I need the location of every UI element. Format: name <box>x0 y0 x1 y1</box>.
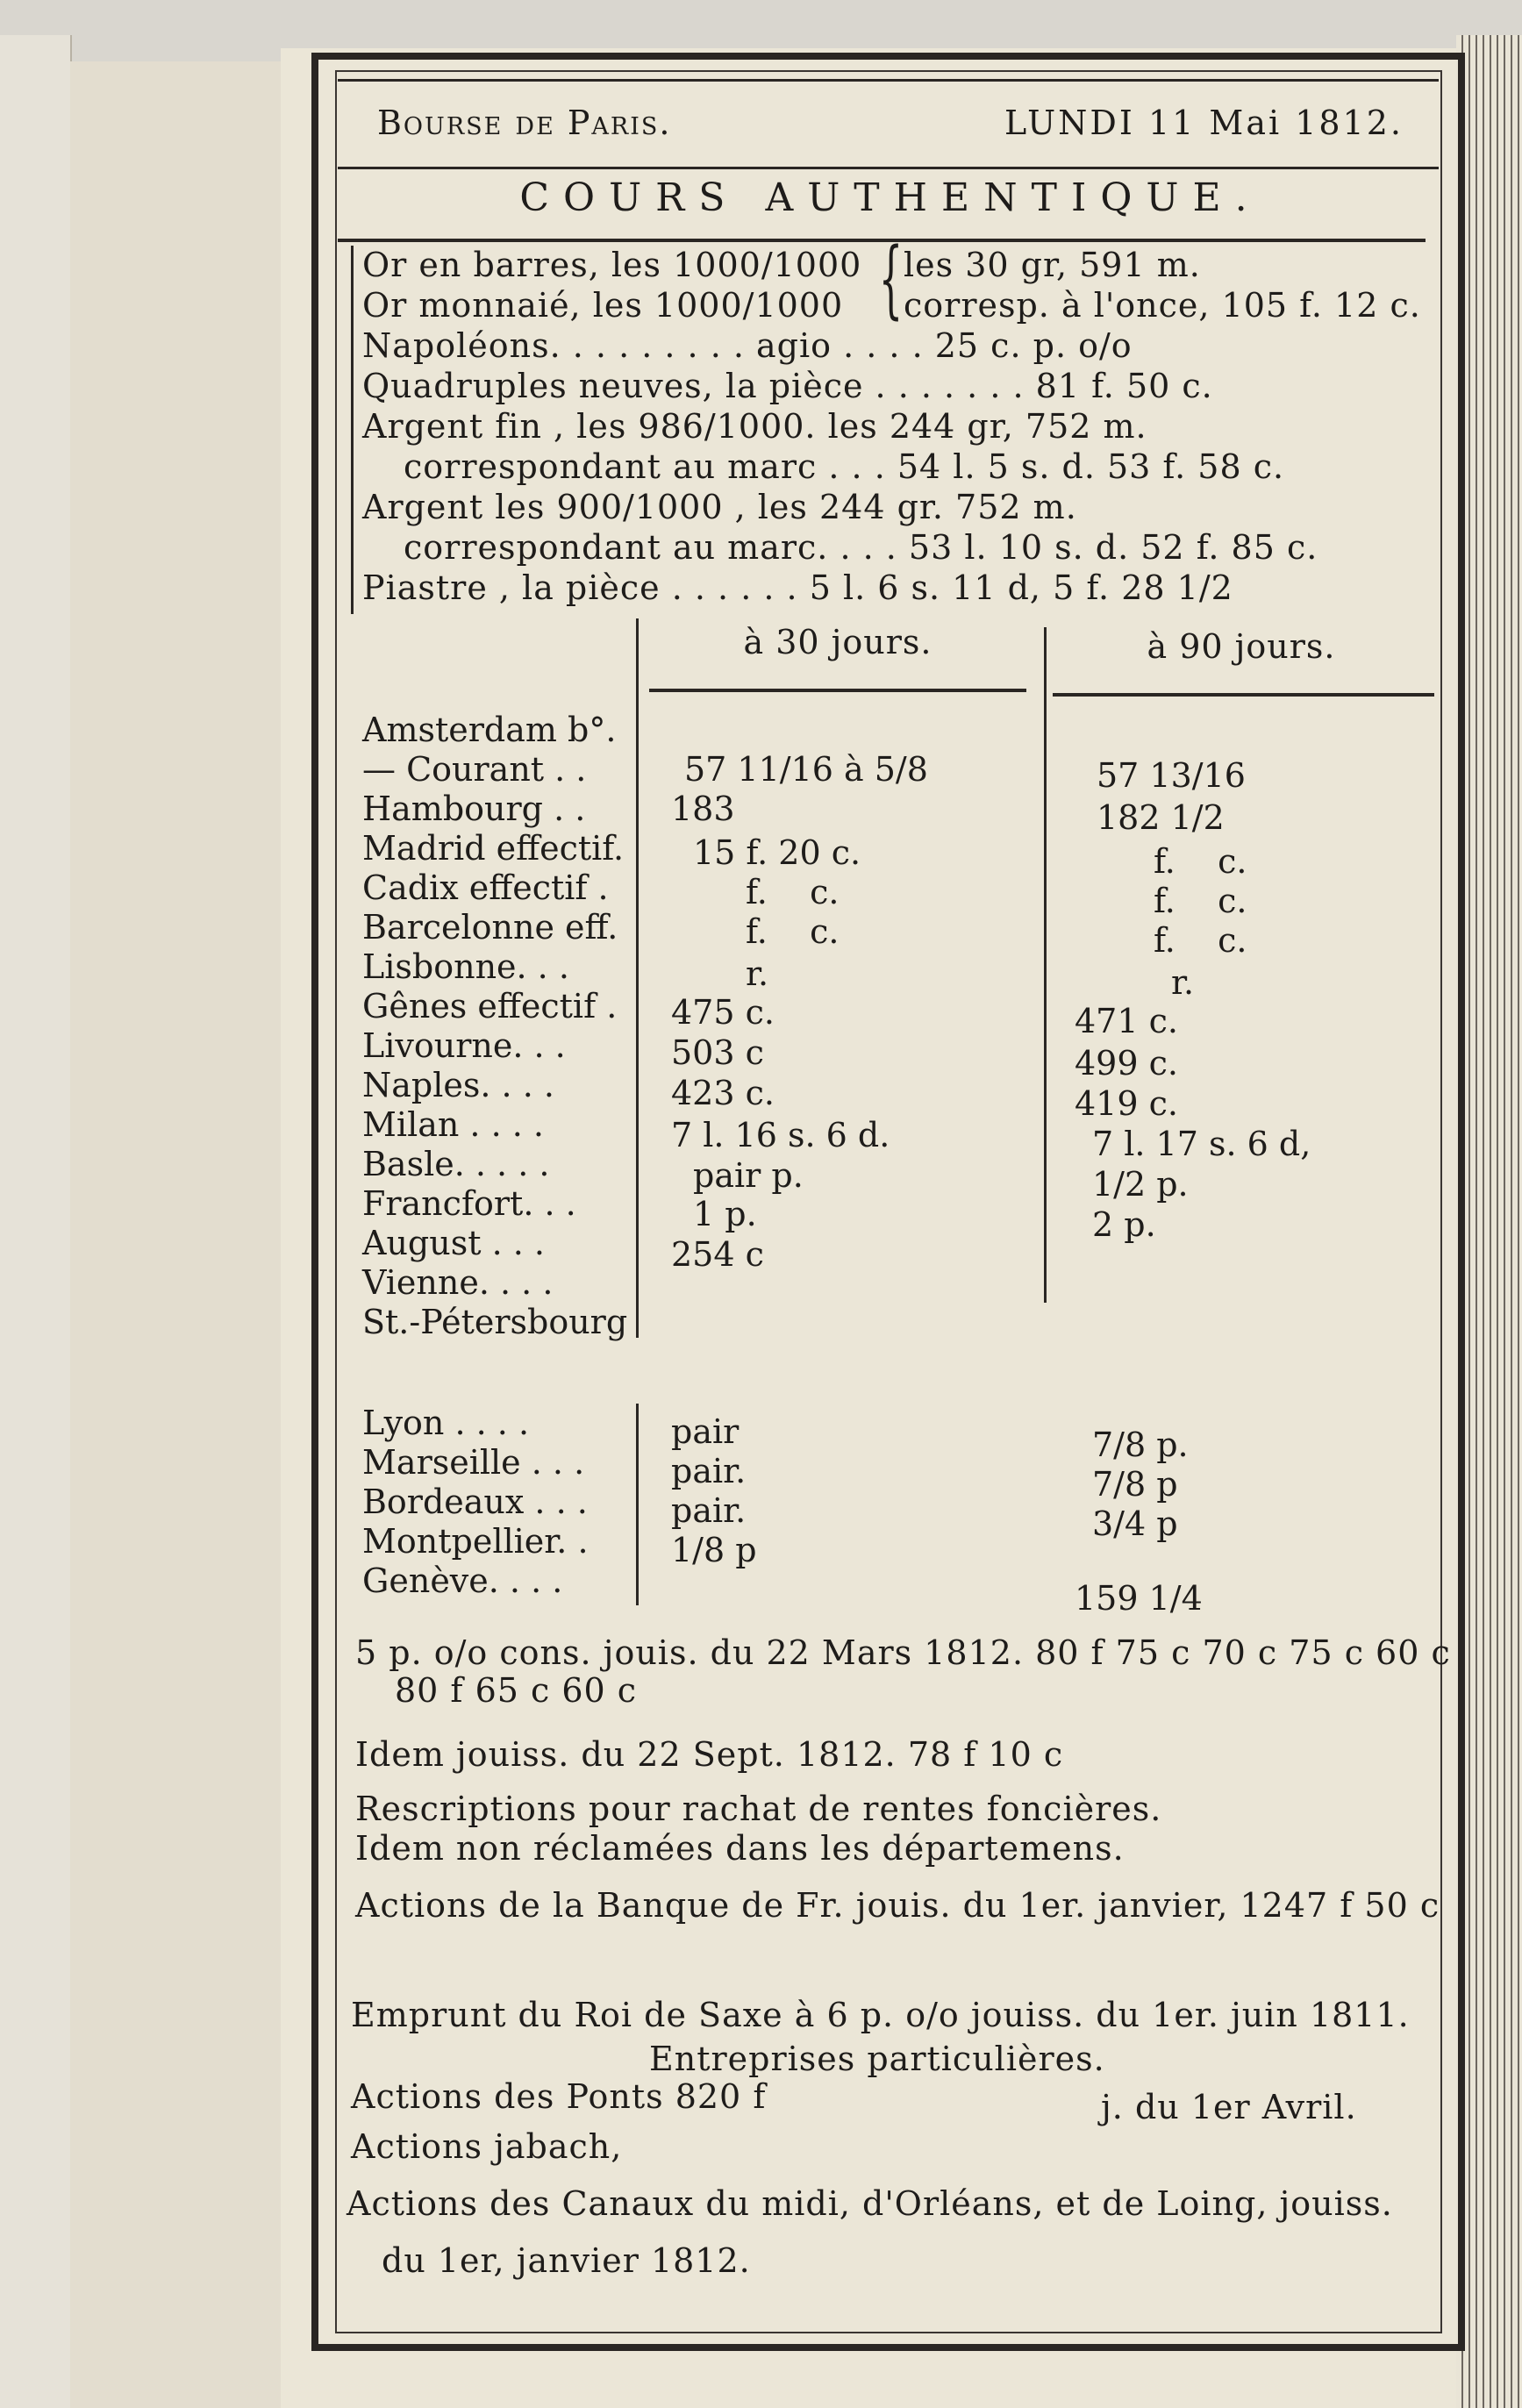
header-date: LUNDI 11 Mai 1812. <box>1004 104 1404 142</box>
exchange-30: 57 11/16 à 5/8 <box>684 750 928 789</box>
domestic-30: pair. <box>671 1452 747 1490</box>
exchange-30: f. c. <box>746 873 840 911</box>
exchange-city: Francfort. . . <box>362 1184 576 1223</box>
exchange-city: Lisbonne. . . <box>362 947 569 986</box>
domestic-30: pair. <box>671 1491 747 1530</box>
exchange-90: 499 c. <box>1075 1044 1178 1083</box>
exchange-90: 57 13/16 <box>1097 756 1246 795</box>
rentes-line-4: Rescriptions pour rachat de rentes foncières. <box>355 1790 1162 1828</box>
exchange-30: r. <box>746 954 769 993</box>
exchange-30: 503 c <box>671 1033 764 1072</box>
rentes-line-12: du 1er, janvier 1812. <box>382 2241 751 2280</box>
exchange-city: Livourne. . . <box>362 1026 566 1065</box>
exchange-30: 423 c. <box>671 1074 775 1112</box>
exchange-90: f. c. <box>1154 921 1247 960</box>
exchange-30: pair p. <box>693 1156 804 1195</box>
rentes-line-1: 5 p. o/o cons. jouis. du 22 Mars 1812. 80 f 75 c 70 c 75 c 60 c <box>355 1633 1451 1672</box>
domestic-30: 1/8 p <box>671 1531 757 1569</box>
domestic-city: Bordeaux . . . <box>362 1483 588 1521</box>
exchange-30: f. c. <box>746 912 840 951</box>
exchange-city: August . . . <box>362 1224 545 1262</box>
domestic-city: Marseille . . . <box>362 1443 585 1482</box>
metals-line-8: correspondant au marc. . . . 53 l. 10 s. d. 52 f. 85 c. <box>404 528 1318 567</box>
header-rule <box>338 167 1439 169</box>
exchange-30: 1 p. <box>693 1195 757 1233</box>
domestic-divider <box>636 1404 639 1605</box>
metals-line-5: Argent fin , les 986/1000. les 244 gr, 752 m. <box>362 407 1147 446</box>
exchange-90: 7 l. 17 s. 6 d, <box>1092 1125 1311 1163</box>
rentes-line-2: 80 f 65 c 60 c <box>395 1671 638 1710</box>
exchange-city: St.-Pétersbourg <box>362 1303 628 1341</box>
metals-line-1-right: les 30 gr, 591 m. <box>904 246 1201 284</box>
exchange-city: — Courant . . <box>362 750 587 789</box>
metals-left-rule <box>351 246 354 614</box>
col-header-90: à 90 jours. <box>1147 627 1336 666</box>
exchange-90: 1/2 p. <box>1092 1165 1189 1204</box>
domestic-90: 7/8 p. <box>1092 1426 1189 1464</box>
col-rule-30 <box>649 689 1026 692</box>
exchange-90: 182 1/2 <box>1097 798 1225 837</box>
exchange-city: Madrid effectif. <box>362 829 625 868</box>
header-title: Bourse de Paris. <box>377 104 672 142</box>
rentes-line-10: Actions jabach, <box>351 2127 623 2166</box>
rentes-line-6: Actions de la Banque de Fr. jouis. du 1er. janvier, 1247 f 50 c <box>355 1886 1440 1925</box>
exchange-city: Amsterdam b°. <box>362 711 617 749</box>
exchange-30: 183 <box>671 790 735 828</box>
exchange-city: Naples. . . . <box>362 1066 554 1104</box>
exchange-90: 471 c. <box>1075 1002 1178 1040</box>
exchange-city: Cadix effectif . <box>362 868 609 907</box>
rentes-line-8: Entreprises particulières. <box>649 2040 1105 2078</box>
metals-line-2-right: corresp. à l'once, 105 f. 12 c. <box>904 286 1421 325</box>
domestic-city: Montpellier. . <box>362 1522 589 1561</box>
metals-line-2-left: Or monnaié, les 1000/1000 <box>362 286 844 325</box>
exchange-city: Barcelonne eff. <box>362 908 618 947</box>
domestic-90: 7/8 p <box>1092 1465 1178 1504</box>
left-page-edge <box>70 61 310 2408</box>
domestic-city: Lyon . . . . <box>362 1404 530 1442</box>
book-spine <box>0 35 72 2408</box>
rentes-line-5: Idem non réclamées dans les départemens. <box>355 1829 1125 1868</box>
header-rule-top <box>338 79 1439 82</box>
exchange-30: 15 f. 20 c. <box>693 833 861 872</box>
domestic-30: pair <box>671 1412 740 1451</box>
col-divider-left <box>636 618 639 1338</box>
brace-icon: { <box>878 230 904 328</box>
col-header-30: à 30 jours. <box>743 623 932 661</box>
metals-line-9: Piastre , la pièce . . . . . . 5 l. 6 s. 11 d, 5 f. 28 1/2 <box>362 568 1233 607</box>
domestic-90: 159 1/4 <box>1075 1579 1203 1618</box>
rentes-line-11: Actions des Canaux du midi, d'Orléans, et de Loing, jouiss. <box>347 2184 1393 2223</box>
exchange-90: r. <box>1171 963 1195 1002</box>
exchange-city: Vienne. . . . <box>362 1263 554 1302</box>
metals-line-3: Napoléons. . . . . . . . . agio . . . . 25 c. p. o/o <box>362 326 1133 365</box>
metals-line-1-left: Or en barres, les 1000/1000 <box>362 246 862 284</box>
domestic-city: Genève. . . . <box>362 1561 563 1600</box>
rentes-line-9a: Actions des Ponts 820 f <box>351 2077 767 2116</box>
metals-line-6: correspondant au marc . . . 54 l. 5 s. d. 53 f. 58 c. <box>404 447 1285 486</box>
page-title: COURS AUTHENTIQUE. <box>519 175 1261 220</box>
exchange-90: f. c. <box>1154 882 1247 920</box>
col-divider-right <box>1044 627 1047 1303</box>
exchange-city: Basle. . . . . <box>362 1145 550 1183</box>
exchange-30: 7 l. 16 s. 6 d. <box>671 1116 890 1154</box>
page-header <box>377 96 1404 149</box>
exchange-90: f. c. <box>1154 842 1247 881</box>
exchange-30: 475 c. <box>671 993 775 1032</box>
rentes-line-7: Emprunt du Roi de Saxe à 6 p. o/o jouiss. du 1er. juin 1811. <box>351 1996 1410 2034</box>
exchange-city: Gênes effectif . <box>362 987 618 1025</box>
exchange-city: Hambourg . . <box>362 790 586 828</box>
col-rule-90 <box>1053 693 1434 697</box>
metals-line-4: Quadruples neuves, la pièce . . . . . . . 81 f. 50 c. <box>362 367 1213 405</box>
exchange-90: 2 p. <box>1092 1205 1156 1244</box>
exchange-30: 254 c <box>671 1235 764 1274</box>
page-edges <box>1456 35 1522 2408</box>
rentes-line-9b: j. du 1er Avril. <box>1101 2088 1357 2126</box>
exchange-90: 419 c. <box>1075 1084 1178 1123</box>
exchange-city: Milan . . . . <box>362 1105 544 1144</box>
domestic-90: 3/4 p <box>1092 1504 1178 1543</box>
metals-line-7: Argent les 900/1000 , les 244 gr. 752 m. <box>362 488 1077 526</box>
rentes-line-3: Idem jouiss. du 22 Sept. 1812. 78 f 10 c <box>355 1735 1064 1774</box>
